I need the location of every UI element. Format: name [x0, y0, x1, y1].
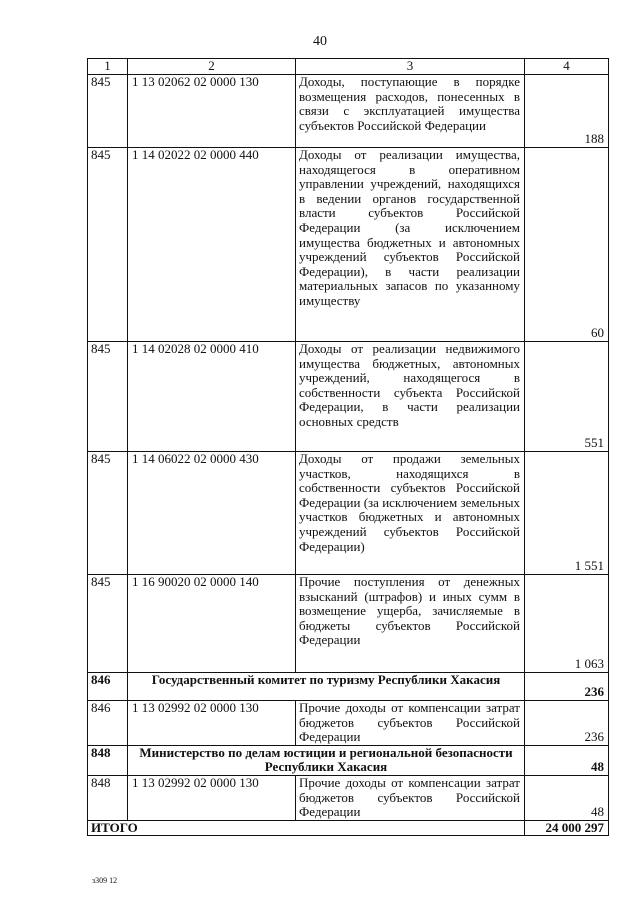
amount-cell: 1 551 — [525, 452, 609, 575]
footer-mark: з309 12 — [92, 876, 118, 885]
group-name-cell: Министерство по делам юстиции и региональной безопасности Республики Хакасия — [128, 745, 525, 775]
revenue-table — [87, 58, 609, 836]
table-row — [88, 452, 609, 575]
group-header-row — [88, 745, 609, 775]
column-header: 2 — [128, 59, 296, 75]
admin-code-cell: 845 — [88, 75, 128, 148]
description-cell: Доходы от реализации недвижимого имущества бюджетных, автономных учреждений, находящегося в собственности субъекта Российской Федерации, в части реализации основных средств — [296, 342, 525, 452]
group-header-row — [88, 673, 609, 701]
description-cell: Доходы от реализации имущества, находящегося в оперативном управлении учреждений, находящихся в ведении органов государственной власти субъектов Российской Федерации (за исключением имущества бюджетных и автономных учреждений субъектов Российской Федерации), в части реализации материальных запасов по указанному имуществу — [296, 148, 525, 342]
group-amount-cell: 48 — [525, 745, 609, 775]
description-cell: Прочие поступления от денежных взысканий (штрафов) и иных сумм в возмещение ущерба, зачисляемые в бюджеты субъектов Российской Федерации — [296, 575, 525, 673]
amount-cell: 48 — [525, 775, 609, 820]
budget-code-cell: 1 13 02062 02 0000 130 — [128, 75, 296, 148]
budget-code-cell: 1 16 90020 02 0000 140 — [128, 575, 296, 673]
admin-code-cell: 845 — [88, 148, 128, 342]
admin-code-cell: 846 — [88, 673, 128, 701]
budget-code-cell: 1 13 02992 02 0000 130 — [128, 701, 296, 746]
budget-code-cell: 1 13 02992 02 0000 130 — [128, 775, 296, 820]
description-cell: Прочие доходы от компенсации затрат бюджетов субъектов Российской Федерации — [296, 701, 525, 746]
description-cell: Доходы, поступающие в порядке возмещения расходов, понесенных в связи с эксплуатацией имущества субъектов Российской Федерации — [296, 75, 525, 148]
budget-code-cell: 1 14 02022 02 0000 440 — [128, 148, 296, 342]
admin-code-cell: 845 — [88, 342, 128, 452]
admin-code-cell: 845 — [88, 452, 128, 575]
description-cell: Прочие доходы от компенсации затрат бюджетов субъектов Российской Федерации — [296, 775, 525, 820]
total-label: ИТОГО — [88, 820, 525, 836]
table-row — [88, 75, 609, 148]
table-row — [88, 701, 609, 746]
admin-code-cell: 848 — [88, 775, 128, 820]
admin-code-cell: 845 — [88, 575, 128, 673]
column-header: 3 — [296, 59, 525, 75]
column-header: 1 — [88, 59, 128, 75]
description-cell: Доходы от продажи земельных участков, находящихся в собственности субъектов Российской Федерации (за исключением земельных участков бюджетных и автономных учреждений субъектов Российской Федерации) — [296, 452, 525, 575]
table-header-row — [88, 59, 609, 75]
amount-cell: 236 — [525, 701, 609, 746]
group-name-cell: Государственный комитет по туризму Республики Хакасия — [128, 673, 525, 701]
amount-cell: 60 — [525, 148, 609, 342]
table-row — [88, 775, 609, 820]
group-amount-cell: 236 — [525, 673, 609, 701]
budget-code-cell: 1 14 02028 02 0000 410 — [128, 342, 296, 452]
amount-cell: 188 — [525, 75, 609, 148]
table-row — [88, 575, 609, 673]
column-header: 4 — [525, 59, 609, 75]
total-amount: 24 000 297 — [525, 820, 609, 836]
amount-cell: 1 063 — [525, 575, 609, 673]
admin-code-cell: 848 — [88, 745, 128, 775]
table-row — [88, 148, 609, 342]
total-row — [88, 820, 609, 836]
page-number: 40 — [313, 34, 327, 49]
admin-code-cell: 846 — [88, 701, 128, 746]
table-row — [88, 342, 609, 452]
budget-code-cell: 1 14 06022 02 0000 430 — [128, 452, 296, 575]
amount-cell: 551 — [525, 342, 609, 452]
